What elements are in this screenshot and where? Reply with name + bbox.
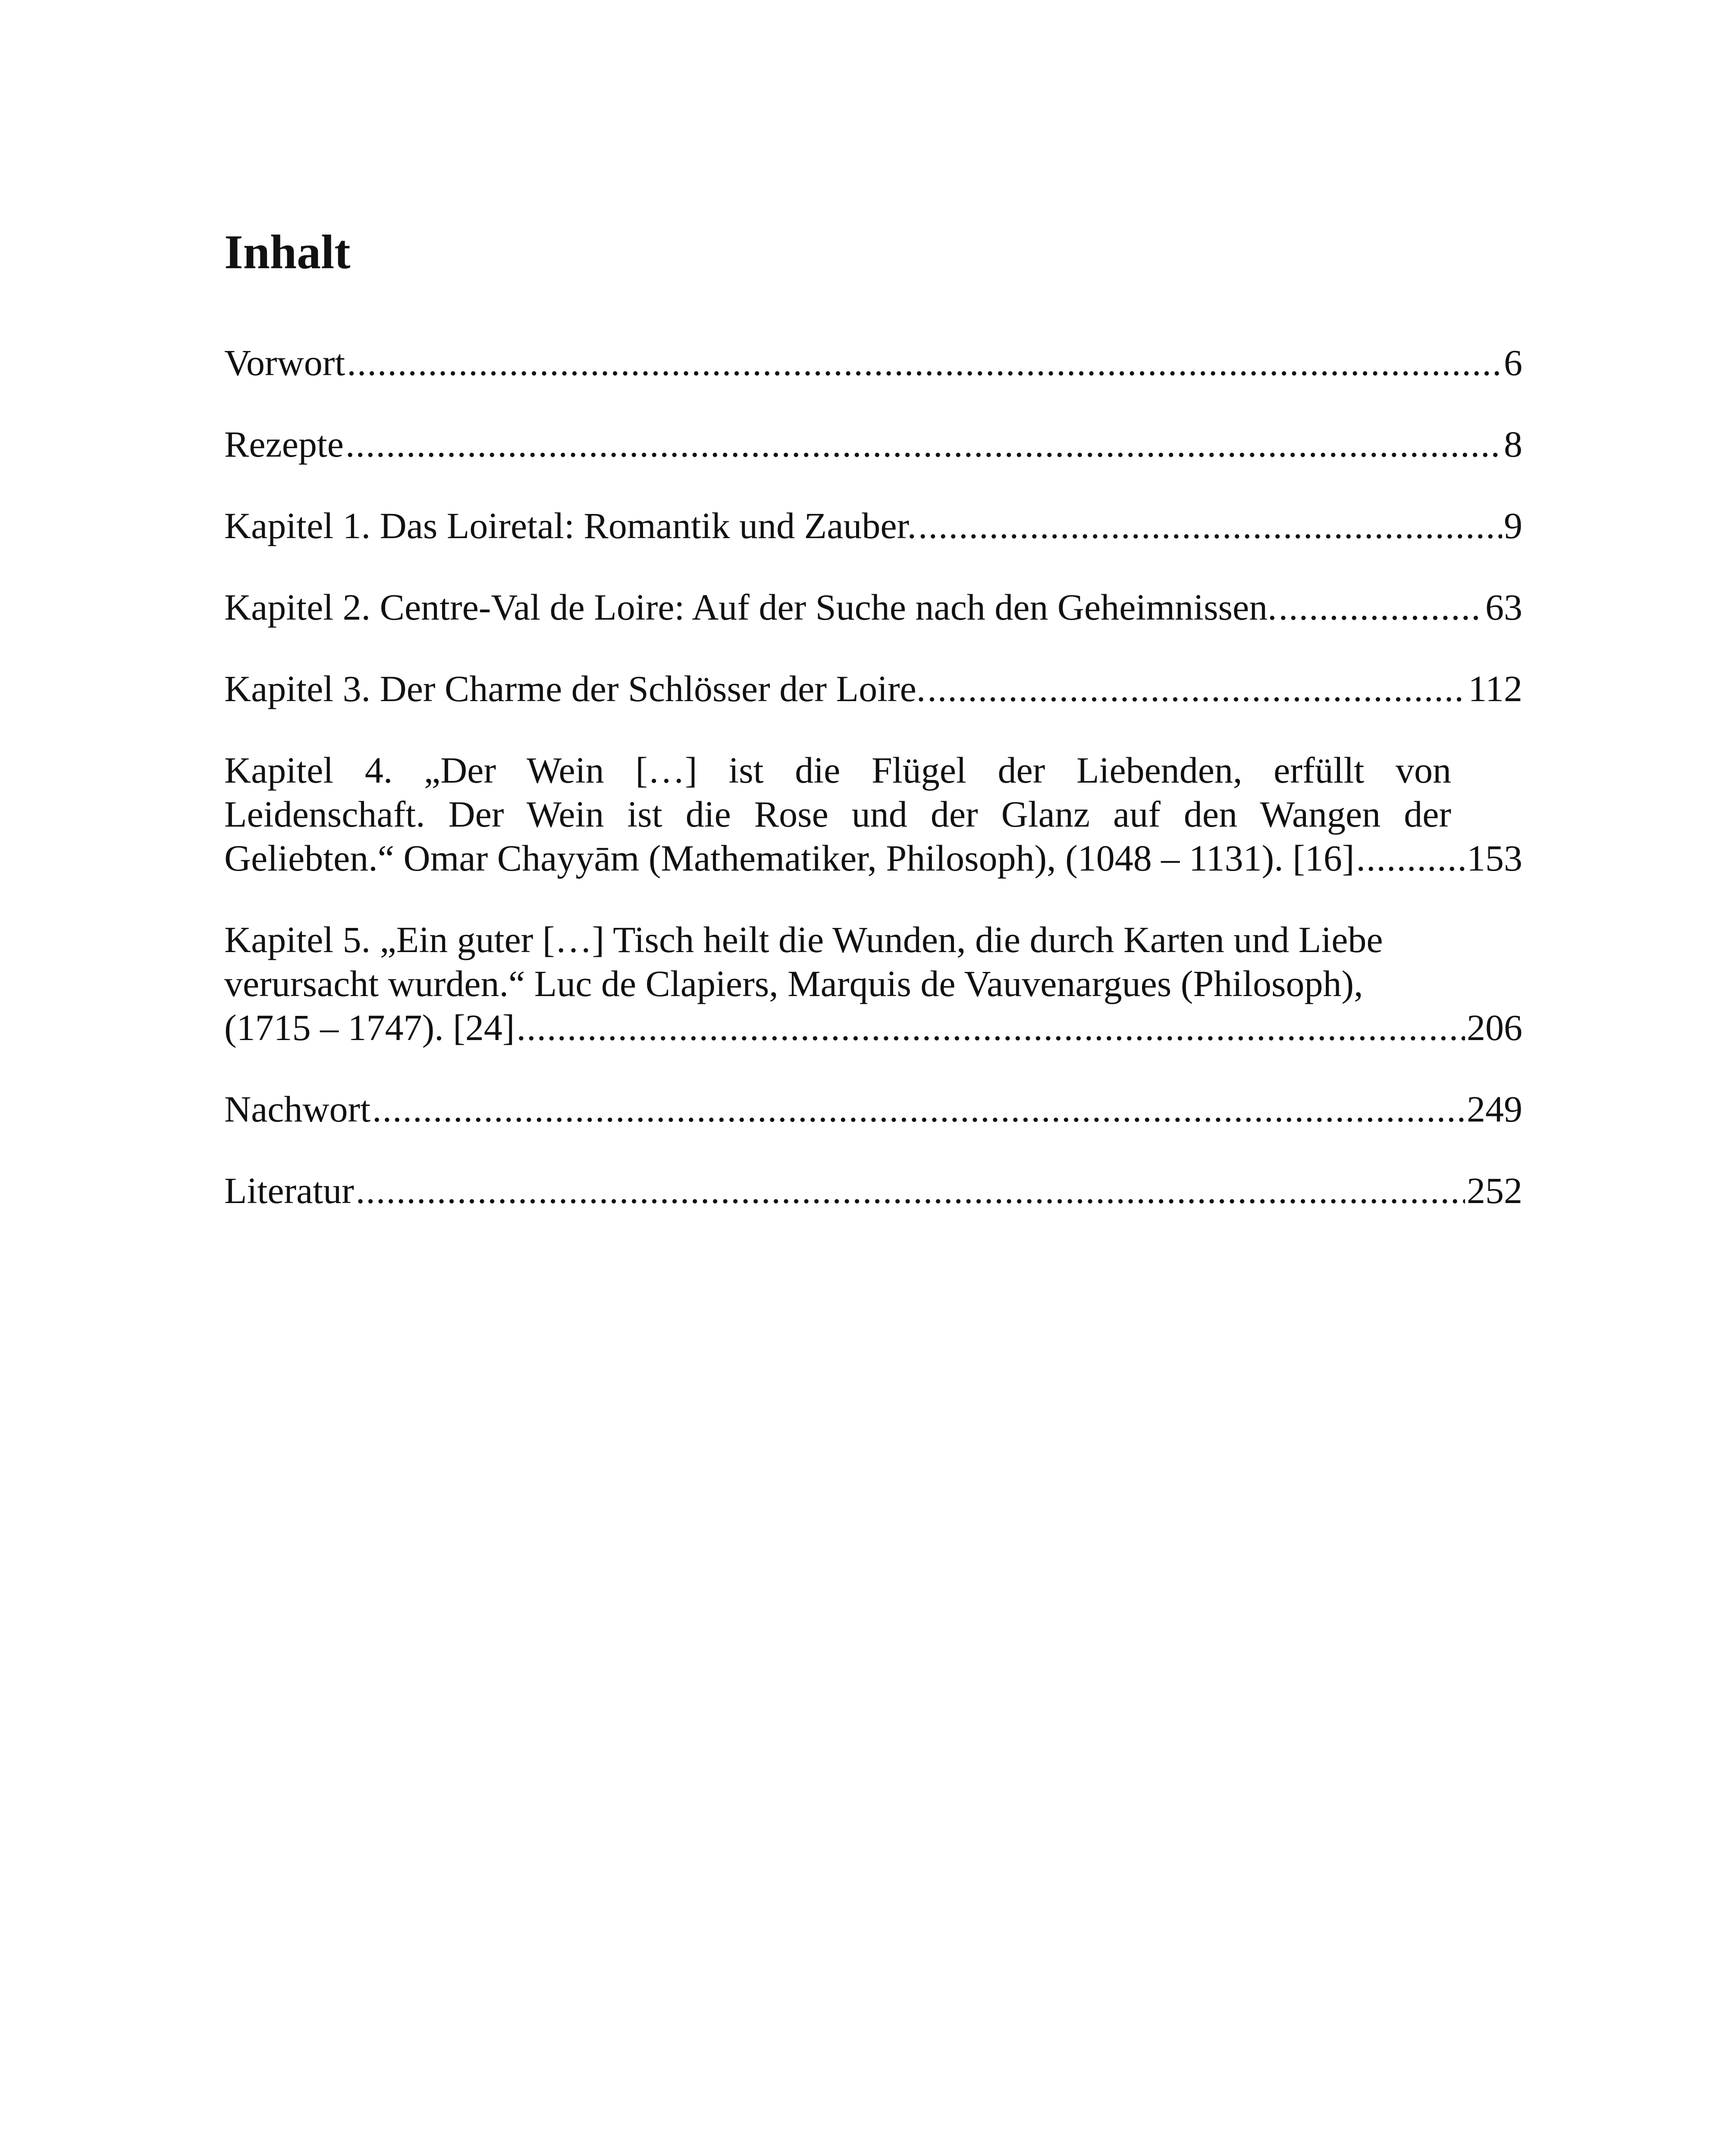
toc-entry-line: Leidenschaft. Der Wein ist die Rose und der Glanz auf den Wangen der bbox=[224, 793, 1451, 835]
toc-entry-text: Nachwort bbox=[224, 1088, 371, 1130]
toc-entry-literatur[interactable] bbox=[224, 1169, 1522, 1213]
toc-entry-nachwort[interactable] bbox=[224, 1087, 1522, 1131]
toc-entry-text: Kapitel 2. Centre-Val de Loire: Auf der Suche nach den Geheimnissen. bbox=[224, 586, 1277, 628]
toc-dot-leader bbox=[1279, 585, 1484, 629]
page-title: Inhalt bbox=[224, 226, 351, 279]
toc-entry-last-line bbox=[224, 1006, 1522, 1050]
toc-entry-last-line bbox=[224, 836, 1522, 880]
toc-entry-justified-block bbox=[224, 748, 1451, 836]
toc-entry-line: verursacht wurden.“ Luc de Clapiers, Marquis de Vauvenargues (Philosoph), bbox=[224, 963, 1363, 1004]
toc-dot-leader bbox=[372, 1087, 1465, 1131]
toc-entry-text: Literatur bbox=[224, 1170, 354, 1211]
table-of-contents bbox=[224, 341, 1522, 1250]
toc-entry-line: (1715 – 1747). [24] bbox=[224, 1007, 515, 1048]
toc-entry-line: Kapitel 5. „Ein guter […] Tisch heilt die Wunden, die durch Karten und Liebe bbox=[224, 919, 1383, 960]
toc-dot-leader bbox=[927, 667, 1466, 711]
toc-page-number: 8 bbox=[1504, 423, 1522, 465]
toc-entry-text: Vorwort bbox=[224, 342, 345, 383]
toc-dot-leader bbox=[356, 1169, 1465, 1213]
toc-dot-leader bbox=[345, 422, 1502, 466]
toc-entry-kapitel-5[interactable] bbox=[224, 918, 1522, 1050]
toc-page-number: 153 bbox=[1467, 837, 1522, 879]
toc-entry-line: Kapitel 4. „Der Wein […] ist die Flügel der Liebenden, erfüllt von bbox=[224, 749, 1451, 791]
toc-page-number: 112 bbox=[1468, 668, 1522, 709]
toc-page-number: 9 bbox=[1504, 505, 1522, 546]
toc-page-number: 63 bbox=[1485, 586, 1522, 628]
toc-entry-text: Kapitel 3. Der Charme der Schlösser der Loire. bbox=[224, 668, 926, 709]
toc-page-number: 6 bbox=[1504, 342, 1522, 383]
toc-entry-text: Rezepte bbox=[224, 423, 344, 465]
toc-entry-kapitel-4[interactable] bbox=[224, 748, 1522, 880]
toc-page-number: 252 bbox=[1467, 1170, 1522, 1211]
toc-page-number: 206 bbox=[1467, 1007, 1522, 1048]
toc-entry-vorwort[interactable] bbox=[224, 341, 1522, 385]
toc-entry-line: Geliebten.“ Omar Chayyām (Mathematiker, Philosoph), (1048 – 1131). [16] bbox=[224, 837, 1355, 879]
toc-entry-rezepte[interactable] bbox=[224, 422, 1522, 466]
toc-dot-leader bbox=[517, 1006, 1465, 1050]
toc-entry-kapitel-1[interactable] bbox=[224, 504, 1522, 548]
toc-page-number: 249 bbox=[1467, 1088, 1522, 1130]
toc-dot-leader bbox=[347, 341, 1502, 385]
toc-dot-leader bbox=[918, 504, 1502, 548]
toc-entry-kapitel-2[interactable] bbox=[224, 585, 1522, 629]
toc-entry-kapitel-3[interactable] bbox=[224, 667, 1522, 711]
toc-entry-text: Kapitel 1. Das Loiretal: Romantik und Zauber. bbox=[224, 505, 916, 546]
toc-dot-leader bbox=[1356, 836, 1465, 880]
